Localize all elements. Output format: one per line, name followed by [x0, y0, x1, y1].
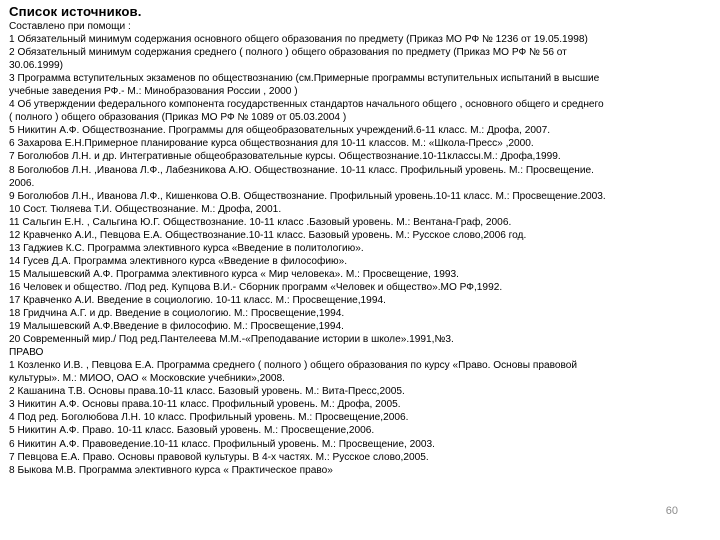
source-line: 11 Сальгин Е.Н. , Сальгина Ю.Г. Обществознание. 10-11 класс .Базовый уровень. М.: Вентана-Граф, 2006.: [9, 216, 512, 228]
source-line: 16 Человек и общество. /Под ред. Купцова В.И.- Сборник программ «Человек и общество».МО РФ,1992.: [9, 281, 503, 293]
source-line: 6 Захарова Е.Н.Примерное планирование курса обществознания для 10-11 классов. М.: «Школа-Пресс» ,2000.: [9, 138, 534, 150]
source-line: ( полного ) общего образования (Приказ МО РФ № 1089 от 05.03.2004 ): [9, 112, 347, 124]
source-line: 10 Сост. Тюляева Т.И. Обществознание. М.: Дрофа, 2001.: [9, 203, 282, 215]
source-line: 4 Под ред. Боголюбова Л.Н. 10 класс. Профильный уровень. М.: Просвещение,2006.: [9, 412, 409, 424]
source-line: 5 Никитин А.Ф. Обществознание. Программы для общеобразовательных учреждений.6-11 класс. М.: Дрофа, 2007.: [9, 125, 551, 137]
source-line: 17 Кравченко А.И. Введение в социологию. 10-11 класс. М.: Просвещение,1994.: [9, 294, 386, 306]
source-line: 2006.: [9, 177, 35, 189]
slide-title: Список источников.: [9, 4, 142, 19]
source-line: 13 Гаджиев К.С. Программа элективного курса «Введение в политологию».: [9, 242, 364, 254]
source-line: культуры». М.: МИОО, ОАО « Московские учебники»,2008.: [9, 373, 285, 385]
page-number: 60: [665, 505, 678, 517]
source-line: учебные заведения РФ.- М.: Минобразования России , 2000 ): [9, 86, 298, 98]
source-line: 7 Певцова Е.А. Право. Основы правовой культуры. В 4-х частях. М.: Русское слово,2005.: [9, 451, 429, 463]
source-line: 18 Гридчина А.Г. и др. Введение в социологию. М.: Просвещение,1994.: [9, 308, 345, 320]
source-line: 8 Боголюбов Л.Н. ,Иванова Л.Ф., Лабезникова А.Ю. Обществознание. 10-11 класс. Профильный уровень. М.: Просвещение.: [9, 164, 594, 176]
source-line: 1 Обязательный минимум содержания основного общего образования по предмету (Приказ МО РФ № 1236 от 19.05.1998): [9, 34, 588, 46]
source-line: ПРАВО: [9, 347, 44, 359]
source-line: 15 Малышевский А.Ф. Программа элективного курса « Мир человека». М.: Просвещение, 1993.: [9, 268, 459, 280]
source-line: 19 Малышевский А.Ф.Введение в философию. М.: Просвещение,1994.: [9, 321, 344, 333]
source-line: 8 Быкова М.В. Программа элективного курса « Практическое право»: [9, 464, 333, 476]
source-line: 6 Никитин А.Ф. Правоведение.10-11 класс. Профильный уровень. М.: Просвещение, 2003.: [9, 438, 435, 450]
source-line: 5 Никитин А.Ф. Право. 10-11 класс. Базовый уровень. М.: Просвещение,2006.: [9, 425, 375, 437]
source-line: 12 Кравченко А.И., Певцова Е.А. Обществознание.10-11 класс. Базовый уровень. М.: Русское слово,2006 год.: [9, 229, 527, 241]
source-list: [9, 20, 713, 477]
source-line: 20 Современный мир./ Под ред.Пантелеева М.М.-«Преподавание истории в школе».1991,№3.: [9, 334, 454, 346]
slide-content: [9, 3, 713, 477]
source-line: Составлено при помощи :: [9, 21, 131, 32]
source-line: 1 Козленко И.В. , Певцова Е.А. Программа среднего ( полного ) общего образования по курсу «Право. Основы правовой: [9, 360, 578, 372]
source-line: 2 Обязательный минимум содержания среднего ( полного ) общего образования по предмету (Приказ МО РФ № 56 от: [9, 47, 567, 59]
source-line: 2 Кашанина Т.В. Основы права.10-11 класс. Базовый уровень. М.: Вита-Пресс,2005.: [9, 386, 405, 398]
source-line: 30.06.1999): [9, 60, 64, 72]
source-line: 3 Программа вступительных экзаменов по обществознанию (см.Примерные программы вступительных испытаний в высшие: [9, 73, 600, 85]
source-line: 7 Боголюбов Л.Н. и др. Интегративные общеобразовательные курсы. Обществознание.10-11классы.М.: Дрофа,1999.: [9, 151, 561, 163]
source-line: 4 Об утверждении федерального компонента государственных стандартов начального общего , основного общего и среднего: [9, 99, 604, 111]
source-line: 3 Никитин А.Ф. Основы права.10-11 класс. Профильный уровень. М.: Дрофа, 2005.: [9, 399, 401, 411]
source-line: 9 Боголюбов Л.Н., Иванова Л.Ф., Кишенкова О.В. Обществознание. Профильный уровень.10-11 класс. М.: Просвещение.2003.: [9, 190, 606, 202]
source-line: 14 Гусев Д.А. Программа элективного курса «Введение в философию».: [9, 255, 348, 267]
